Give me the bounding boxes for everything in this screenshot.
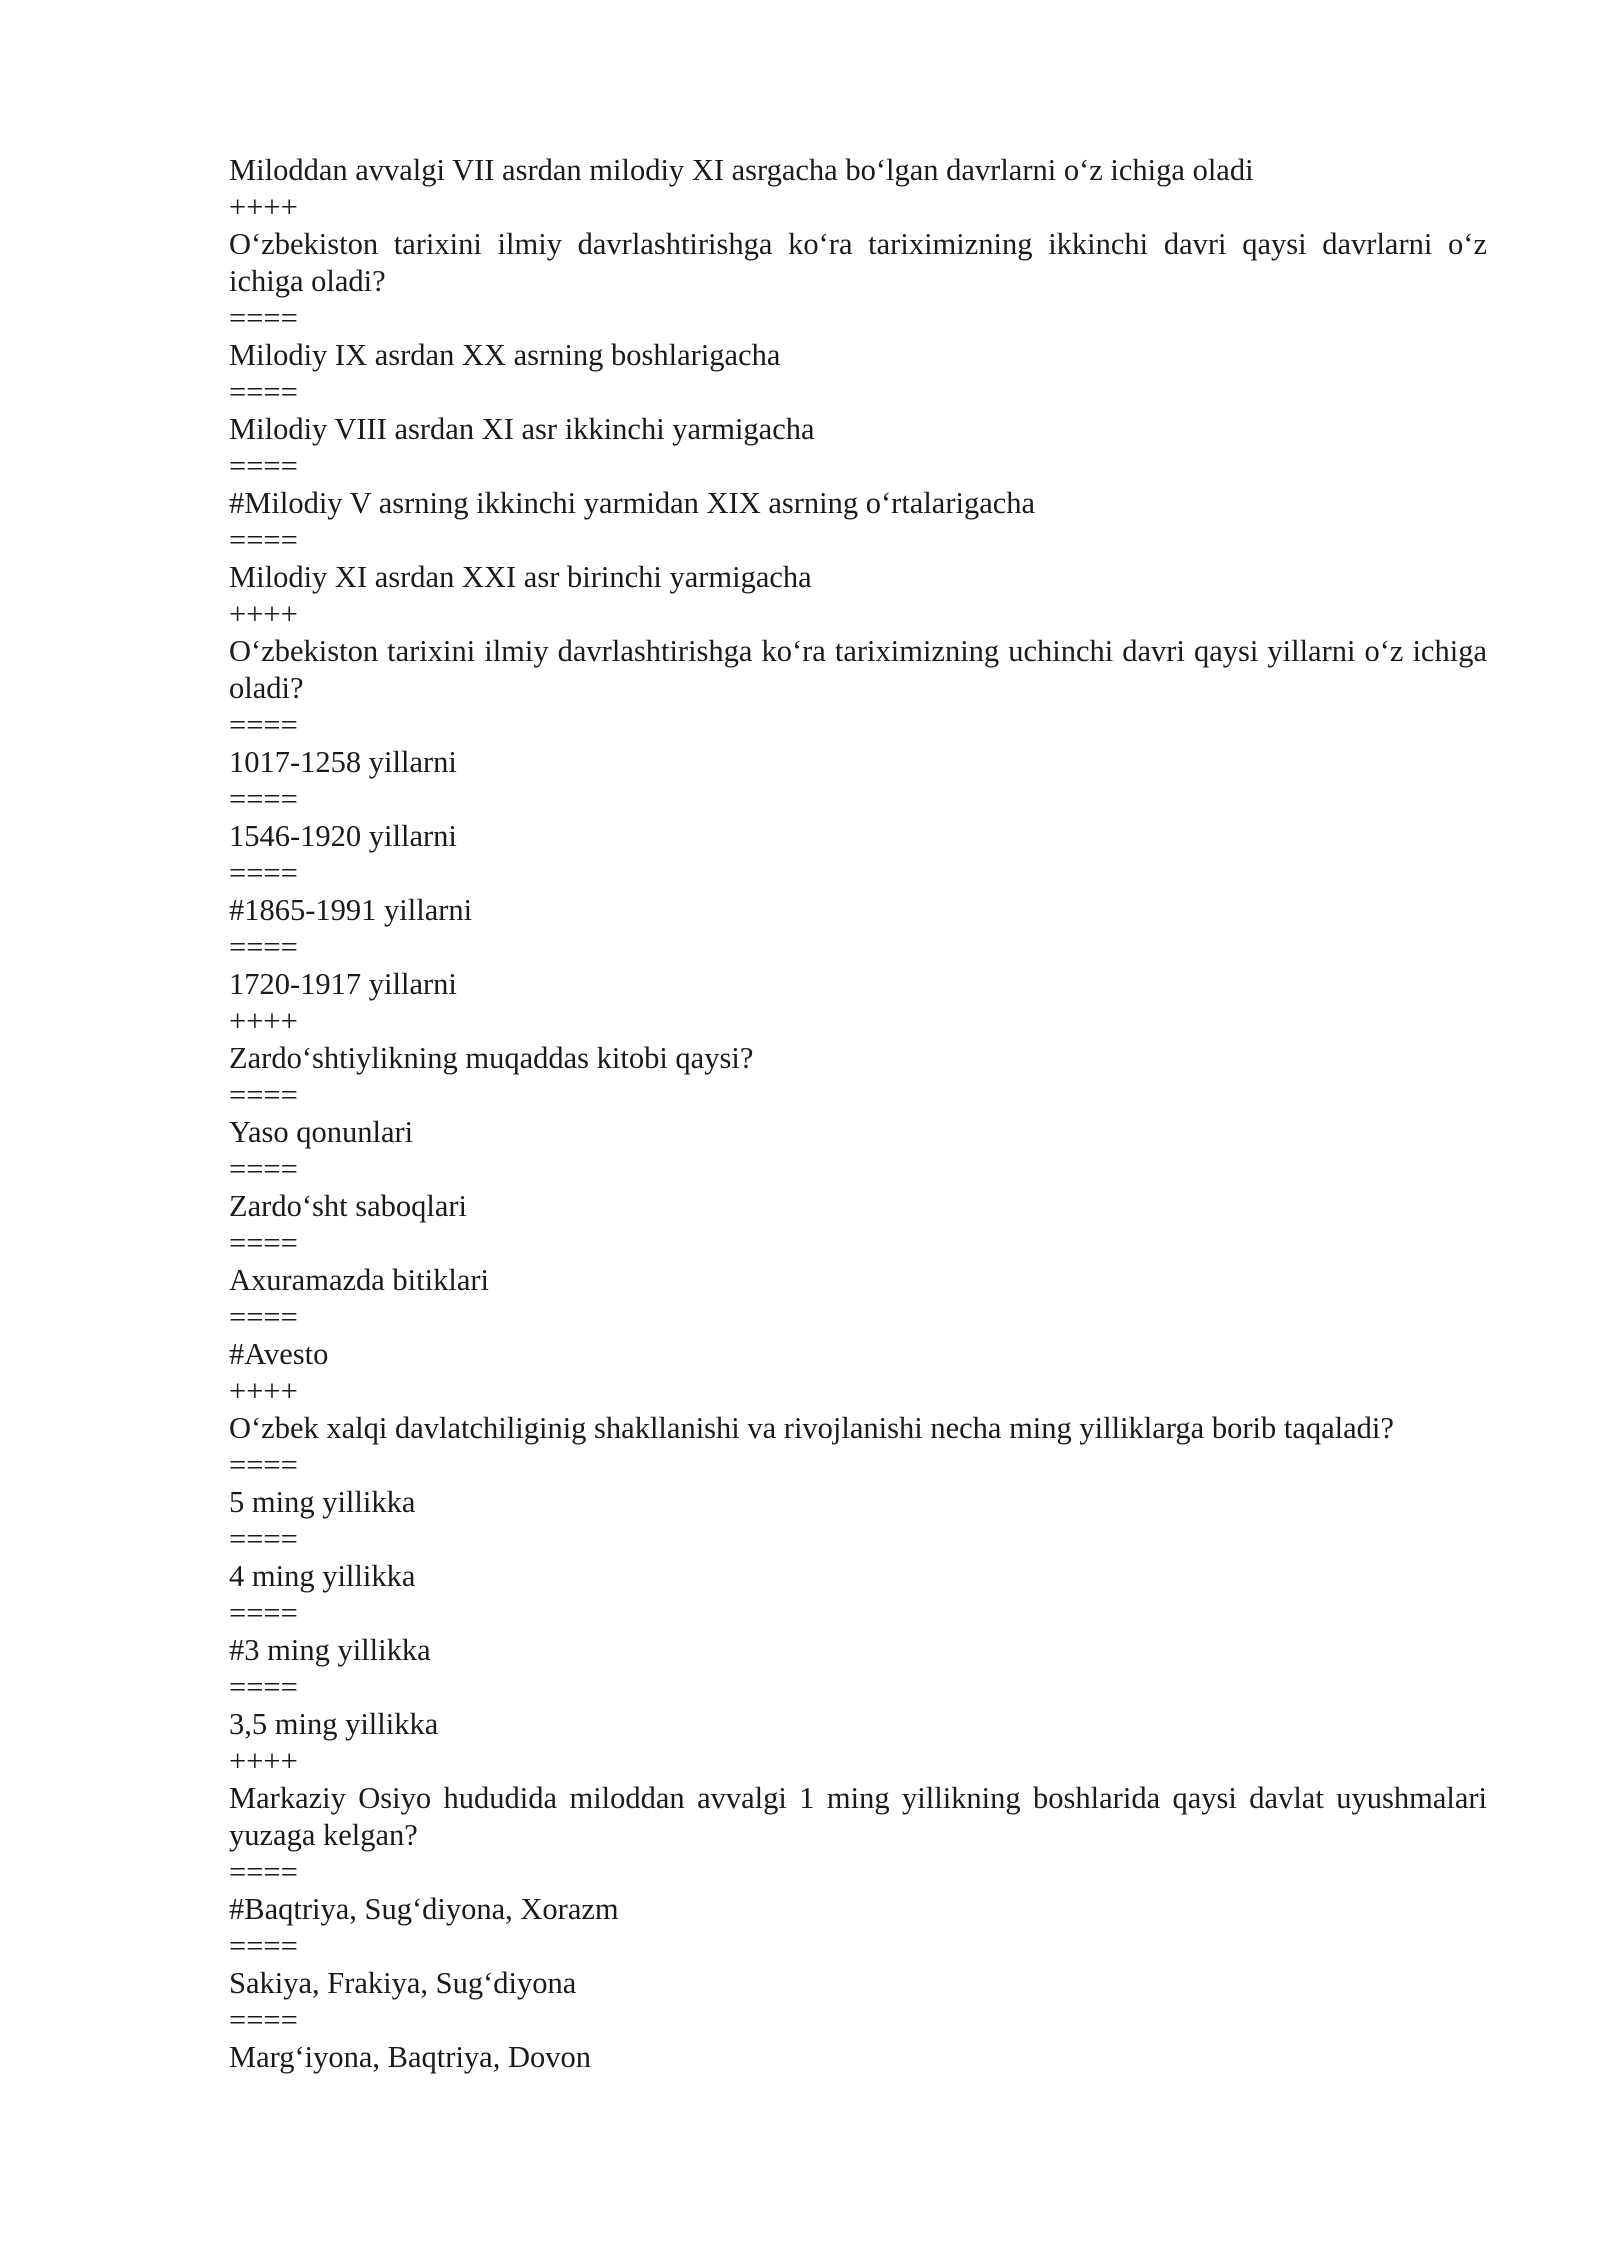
question-separator: ++++: [229, 190, 298, 224]
question-text: Markaziy Osiyo hududida miloddan avvalgi 1 ming yillikning boshlarida qaysi davlat uyushmalari yuzaga kelgan?: [229, 1781, 1495, 1852]
answer-separator: ====: [229, 1078, 298, 1112]
answer-line: Milodiy XI asrdan XXI asr birinchi yarmigacha: [229, 560, 812, 594]
answer-line: Miloddan avvalgi VII asrdan milodiy XI asrgacha bo‘lgan davrlarni o‘z ichiga oladi: [229, 153, 1254, 187]
answer-line: Zardo‘sht saboqlari: [229, 1189, 467, 1223]
question-text: O‘zbekiston tarixini ilmiy davrlashtirishga ko‘ra tariximizning uchinchi davri qaysi yillarni o‘z ichiga oladi?: [229, 634, 1495, 705]
answer-separator: ====: [229, 1152, 298, 1186]
question-text: O‘zbek xalqi davlatchiliginig shakllanishi va rivojlanishi necha ming yilliklarga borib taqaladi?: [229, 1411, 1394, 1445]
question-separator: ++++: [229, 1374, 298, 1408]
answer-line: Sakiya, Frakiya, Sug‘diyona: [229, 1966, 577, 2000]
answer-line: 5 ming yillikka: [229, 1485, 416, 1519]
answer-separator: ====: [229, 301, 298, 335]
correct-answer-line: #3 ming yillikka: [229, 1633, 431, 1667]
answer-separator: ====: [229, 856, 298, 890]
answer-line: Milodiy VIII asrdan XI asr ikkinchi yarmigacha: [229, 412, 815, 446]
correct-answer-line: #Milodiy V asrning ikkinchi yarmidan XIX asrning o‘rtalarigacha: [229, 486, 1036, 520]
answer-separator: ====: [229, 1670, 298, 1704]
answer-line: 3,5 ming yillikka: [229, 1707, 439, 1741]
answer-line: 1546-1920 yillarni: [229, 819, 457, 853]
answer-line: Marg‘iyona, Baqtriya, Dovon: [229, 2040, 591, 2074]
answer-separator: ====: [229, 930, 298, 964]
question-text: Zardo‘shtiylikning muqaddas kitobi qaysi?: [229, 1041, 754, 1075]
question-separator: ++++: [229, 597, 298, 631]
answer-line: Yaso qonunlari: [229, 1115, 414, 1149]
correct-answer-line: #Avesto: [229, 1337, 329, 1371]
answer-line: 1720-1917 yillarni: [229, 967, 457, 1001]
answer-separator: ====: [229, 449, 298, 483]
answer-separator: ====: [229, 375, 298, 409]
answer-separator: ====: [229, 1596, 298, 1630]
answer-separator: ====: [229, 1226, 298, 1260]
answer-line: 4 ming yillikka: [229, 1559, 416, 1593]
document-page: [229, 152, 1495, 2076]
answer-separator: ====: [229, 1522, 298, 1556]
answer-separator: ====: [229, 1929, 298, 1963]
question-separator: ++++: [229, 1744, 298, 1778]
question-separator: ++++: [229, 1004, 298, 1038]
answer-line: Milodiy IX asrdan XX asrning boshlarigacha: [229, 338, 781, 372]
answer-separator: ====: [229, 523, 298, 557]
answer-separator: ====: [229, 708, 298, 742]
correct-answer-line: #Baqtriya, Sug‘diyona, Xorazm: [229, 1892, 619, 1926]
question-text: O‘zbekiston tarixini ilmiy davrlashtirishga ko‘ra tariximizning ikkinchi davri qaysi davrlarni o‘z ichiga oladi?: [229, 227, 1495, 298]
answer-separator: ====: [229, 1300, 298, 1334]
correct-answer-line: #1865-1991 yillarni: [229, 893, 473, 927]
answer-separator: ====: [229, 2003, 298, 2037]
answer-separator: ====: [229, 1448, 298, 1482]
answer-separator: ====: [229, 782, 298, 816]
answer-line: 1017-1258 yillarni: [229, 745, 457, 779]
answer-line: Axuramazda bitiklari: [229, 1263, 489, 1297]
answer-separator: ====: [229, 1855, 298, 1889]
